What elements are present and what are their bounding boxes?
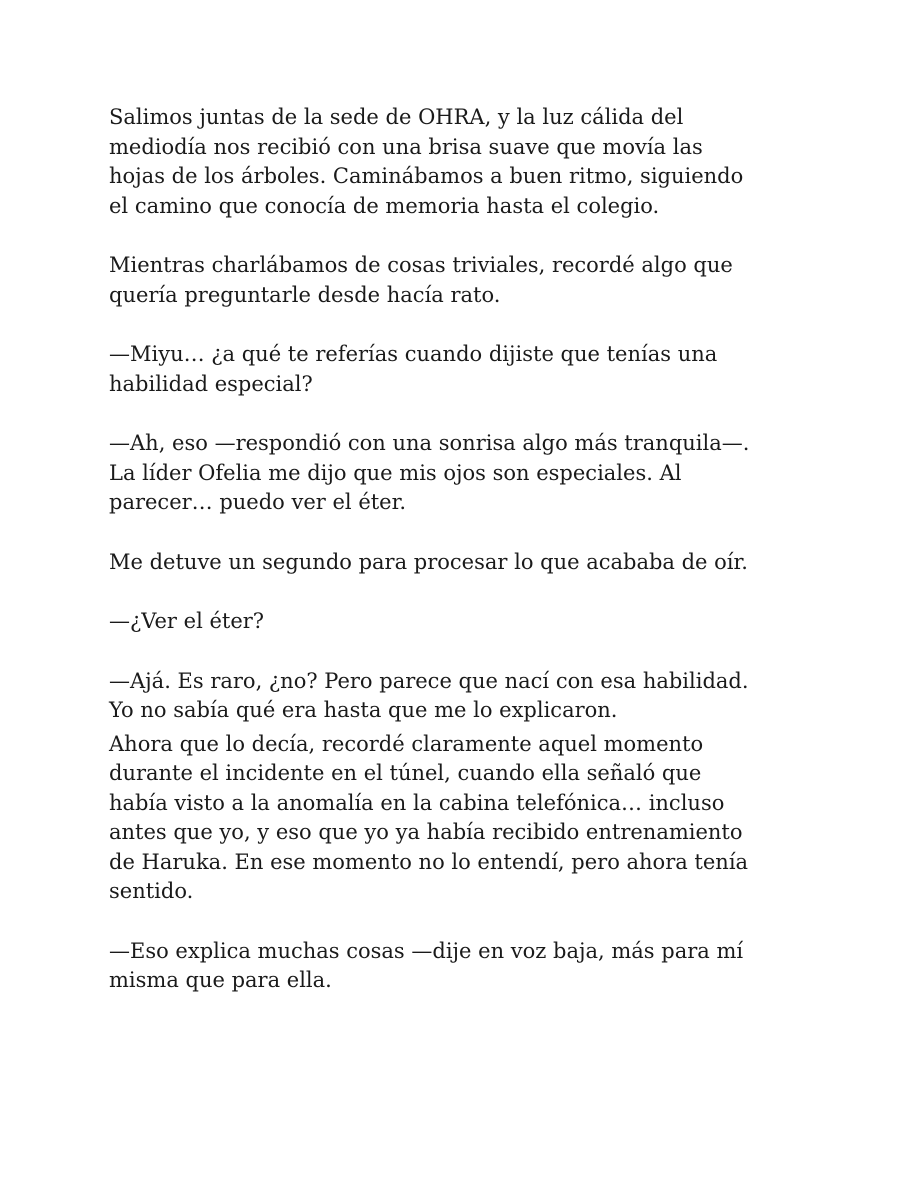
document-page xyxy=(109,103,809,996)
paragraph-5: Me detuve un segundo para procesar lo que acababa de oír. xyxy=(109,549,748,574)
paragraph-3: —Miyu… ¿a qué te referías cuando dijiste que tenías una habilidad especial? xyxy=(109,342,718,396)
paragraph-9: —Eso explica muchas cosas —dije en voz baja, más para mí misma que para ella. xyxy=(109,938,744,992)
paragraph-7: —Ajá. Es raro, ¿no? Pero parece que nací con esa habilidad. Yo no sabía qué era hasta que me lo explicaron. xyxy=(109,668,749,722)
paragraph-4: —Ah, eso —respondió con una sonrisa algo más tranquila—. La líder Ofelia me dijo que mis ojos son especiales. Al parecer… puedo ver el éter. xyxy=(109,431,750,514)
paragraph-1: Salimos juntas de la sede de OHRA, y la luz cálida del mediodía nos recibió con una brisa suave que movía las hojas de los árboles. Caminábamos a buen ritmo, siguiendo el camino que conocía de memoria hasta el colegio. xyxy=(109,105,744,218)
paragraph-6: —¿Ver el éter? xyxy=(109,609,265,633)
paragraph-8: Ahora que lo decía, recordé claramente aquel momento durante el incidente en el túnel, cuando ella señaló que había visto a la anomalía en la cabina telefónica… incluso antes que yo, y eso que yo ya había recibido entrenamiento de Haruka. En ese momento no lo entendí, pero ahora tenía sentido. xyxy=(109,731,749,903)
paragraph-2: Mientras charlábamos de cosas triviales, recordé algo que quería preguntarle desde hacía rato. xyxy=(109,253,733,307)
